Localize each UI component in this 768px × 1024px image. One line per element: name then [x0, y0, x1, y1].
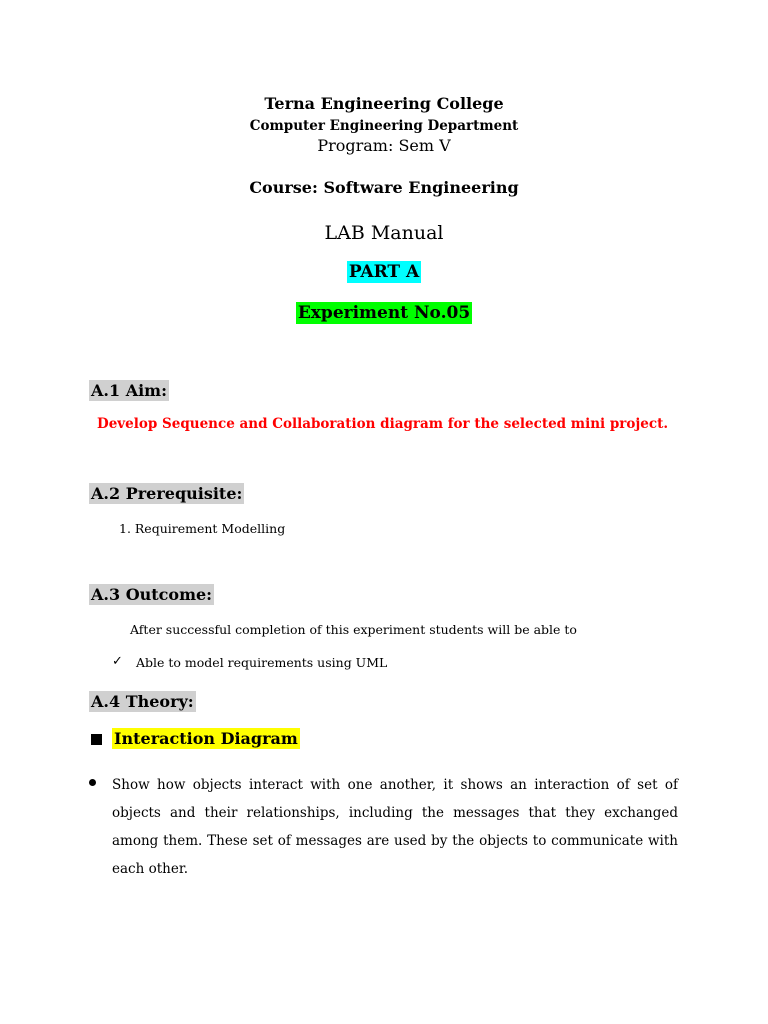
interaction-diagram-heading [112, 729, 300, 748]
theory-heading [89, 692, 196, 711]
round-bullet-icon [89, 779, 96, 786]
department-name: Computer Engineering Department [249, 118, 519, 134]
prerequisite-item: 1. Requirement Modelling [119, 521, 286, 536]
outcome-intro: After successful completion of this experiment students will be able to [130, 622, 577, 637]
prerequisite-heading [89, 484, 244, 503]
course-title: Course: Software Engineering [249, 178, 519, 197]
aim-text: Develop Sequence and Collaboration diagram for the selected mini project. [97, 416, 669, 432]
outcome-heading [89, 585, 214, 604]
experiment-number-text: Experiment No.05 [297, 303, 471, 323]
aim-heading-text: A.1 Aim: [91, 381, 168, 400]
part-label [0, 262, 768, 282]
aim-heading [89, 381, 169, 400]
outcome-heading-text: A.3 Outcome: [91, 585, 213, 604]
outcome-item: Able to model requirements using UML [136, 655, 388, 670]
experiment-number [0, 303, 768, 323]
theory-heading-text: A.4 Theory: [91, 692, 194, 711]
interaction-diagram-heading-text: Interaction Diagram [114, 729, 298, 748]
college-name: Terna Engineering College [264, 94, 504, 113]
manual-title: LAB Manual [324, 222, 444, 244]
prerequisite-heading-text: A.2 Prerequisite: [91, 484, 243, 503]
check-icon: ✓ [112, 654, 123, 669]
square-bullet-icon [91, 734, 102, 745]
program-label: Program: Sem V [317, 136, 451, 155]
part-label-text: PART A [348, 262, 420, 282]
theory-paragraph: Show how objects interact with one another, it shows an interaction of set of objects and their relationships, including the messages that they exchanged among them. These set of messages are used by the objects to communicate with each other. [112, 777, 678, 877]
